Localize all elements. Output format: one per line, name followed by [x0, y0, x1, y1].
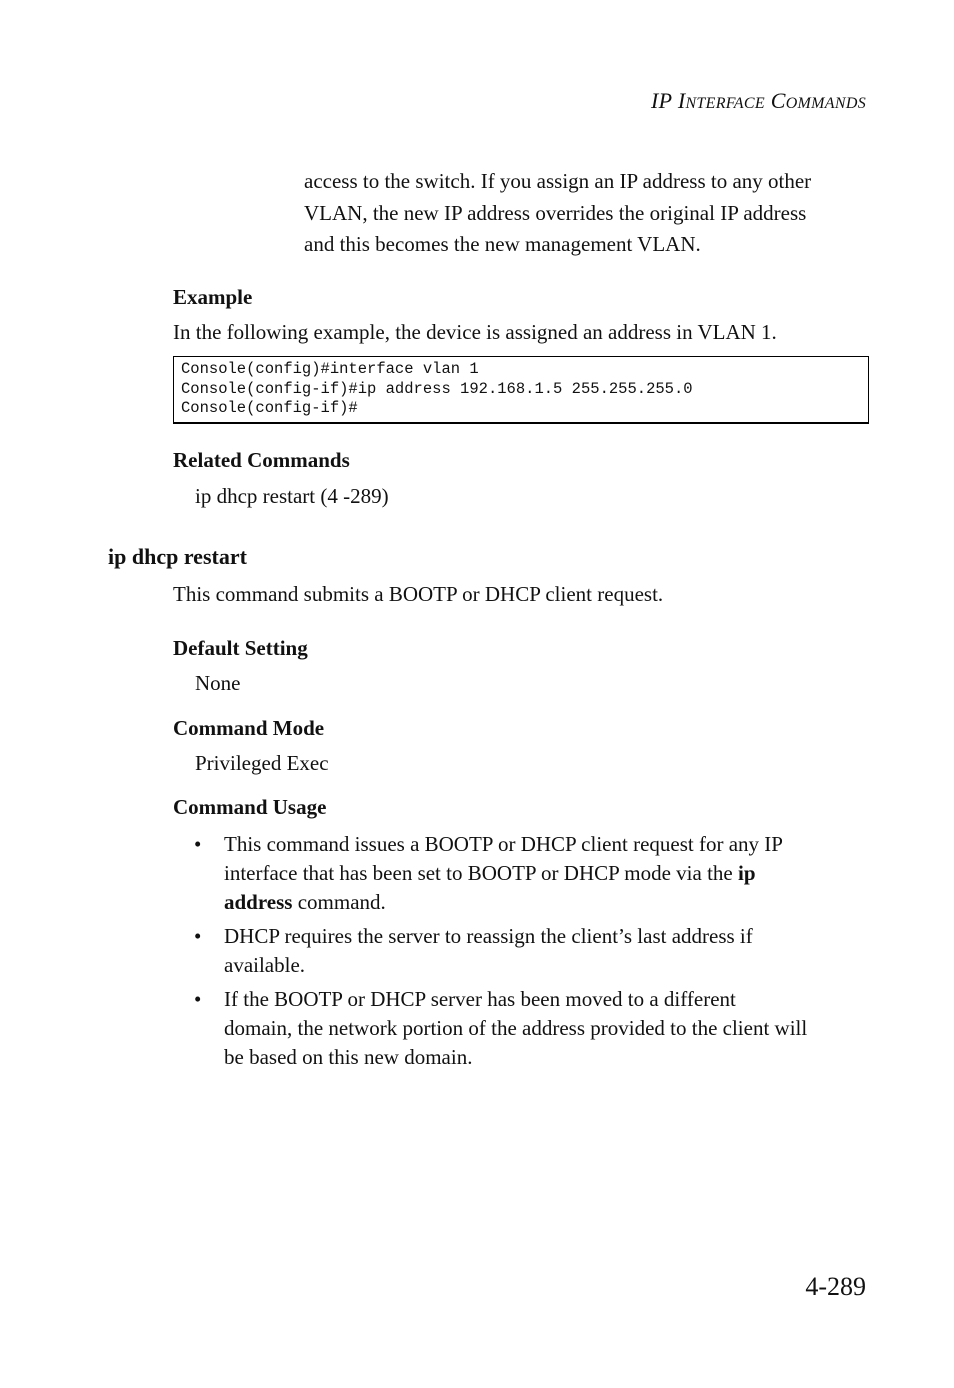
command-description: This command submits a BOOTP or DHCP client request.: [173, 582, 664, 606]
command-usage-heading: Command Usage: [173, 795, 327, 819]
usage-bullet-line: [224, 922, 874, 951]
command-usage-list: [194, 830, 874, 1072]
page-number: 4-289: [805, 1272, 866, 1301]
usage-bullet: [194, 830, 874, 917]
command-keyword: address: [224, 890, 293, 914]
related-commands-heading: Related Commands: [173, 448, 350, 472]
usage-text: be based on this new domain.: [224, 1045, 473, 1069]
command-mode-value: Privileged Exec: [195, 751, 329, 775]
usage-bullet-line: [224, 985, 874, 1014]
code-line: Console(config-if)#ip address 192.168.1.5 255.255.255.0: [181, 379, 693, 398]
usage-bullet-line: [224, 1014, 874, 1043]
example-heading: Example: [173, 285, 253, 309]
intro-line: VLAN, the new IP address overrides the original IP address: [304, 200, 807, 225]
usage-text: interface that has been set to BOOTP or DHCP mode via the: [224, 861, 738, 885]
related-command-link[interactable]: ip dhcp restart (4 -289): [195, 484, 389, 508]
usage-bullet-line: [224, 859, 874, 888]
running-header: [651, 88, 866, 114]
usage-bullet: [194, 922, 874, 980]
usage-text: domain, the network portion of the address provided to the client will: [224, 1016, 808, 1040]
command-mode-heading: Command Mode: [173, 716, 325, 740]
intro-line: and this becomes the new management VLAN.: [304, 232, 701, 256]
command-title: ip dhcp restart: [108, 544, 247, 569]
usage-text: If the BOOTP or DHCP server has been moved to a different: [224, 987, 736, 1011]
usage-bullet-line: [224, 1043, 874, 1072]
running-header-part: C: [764, 88, 786, 113]
usage-text: command.: [292, 890, 386, 914]
default-setting-heading: Default Setting: [173, 636, 308, 660]
default-setting-value: None: [195, 671, 241, 695]
running-header-part: OMMANDS: [785, 95, 866, 112]
code-line: Console(config)#interface vlan 1: [181, 360, 479, 378]
code-line: Console(config-if)#: [181, 399, 358, 417]
running-header-part: NTERFACE: [685, 95, 765, 112]
usage-bullet: [194, 985, 874, 1072]
usage-bullet-line: [224, 951, 874, 980]
usage-text: This command issues a BOOTP or DHCP client request for any IP: [224, 832, 783, 856]
usage-text: DHCP requires the server to reassign the client’s last address if: [224, 924, 753, 948]
code-example-box: [173, 356, 869, 424]
usage-text: available.: [224, 953, 306, 977]
bullet-marker: •: [194, 924, 202, 948]
bullet-marker: •: [194, 832, 202, 856]
intro-line: access to the switch. If you assign an IP address to any other: [304, 169, 812, 193]
example-text: In the following example, the device is assigned an address in VLAN 1.: [173, 320, 777, 344]
usage-bullet-line: [224, 888, 874, 917]
usage-bullet-line: [224, 830, 874, 859]
bullet-marker: •: [194, 987, 202, 1011]
running-header-part: IP I: [651, 88, 686, 113]
command-keyword: ip: [738, 861, 756, 885]
intro-paragraph: [304, 166, 870, 261]
